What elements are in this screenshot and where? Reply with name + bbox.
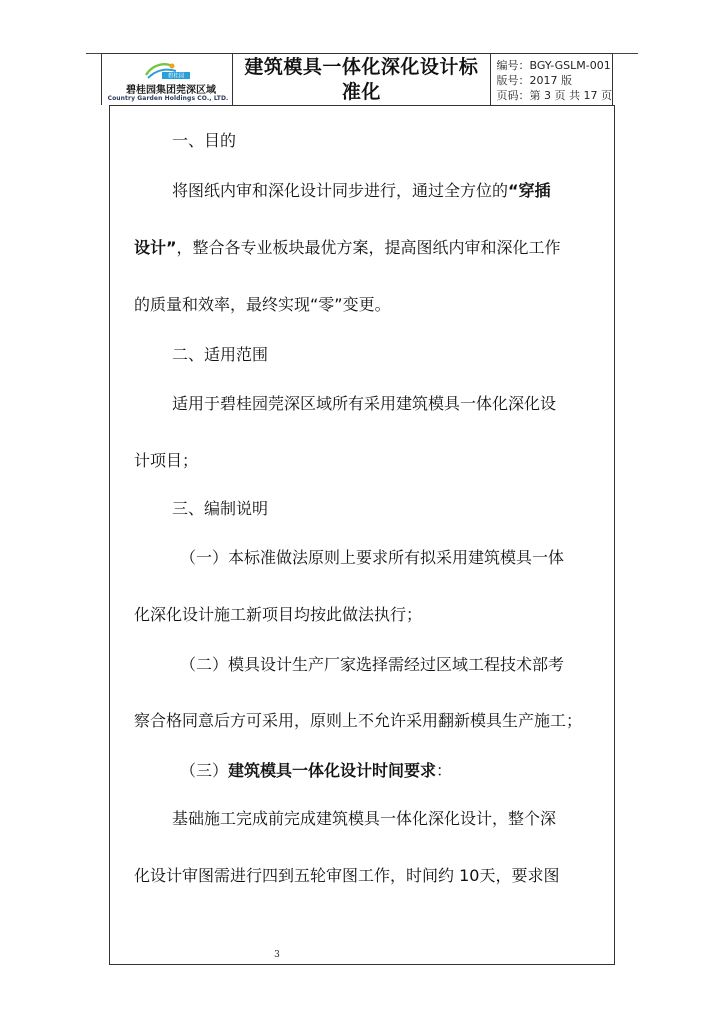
section-2-line-1: 适用于碧桂园莞深区域所有采用建筑模具一体化深化设 bbox=[172, 394, 557, 413]
section-1-emphasis-end: 设计” bbox=[134, 238, 177, 257]
section-3-item-4-line-1: 基础施工完成前完成建筑模具一体化深化设计，整个深 bbox=[172, 809, 557, 828]
logo-brand-text: 碧桂园 bbox=[167, 73, 185, 80]
section-2-line-2: 计项目； bbox=[134, 451, 199, 470]
section-3-item-2-line-1: （二）模具设计生产厂家选择需经过区域工程技术部考 bbox=[180, 655, 565, 674]
country-garden-logo-icon bbox=[142, 59, 192, 81]
section-3-item-3-number: （三） bbox=[180, 761, 229, 780]
section-3-item-3-title: 建筑模具一体化设计时间要求 bbox=[228, 761, 437, 780]
section-2-heading: 二、适用范围 bbox=[172, 345, 269, 364]
document-meta bbox=[491, 54, 612, 105]
company-name-cn: 碧桂园集团莞深区域 bbox=[126, 85, 216, 96]
section-1-heading: 一、目的 bbox=[172, 131, 237, 150]
page-frame bbox=[109, 105, 615, 965]
document-title-line1: 建筑模具一体化深化设计标 bbox=[244, 55, 479, 78]
section-1-line-1-text: 将图纸内审和深化设计同步进行，通过全方位的 bbox=[172, 181, 509, 200]
doc-number: 编号：BGY-GSLM-001 bbox=[496, 59, 611, 72]
section-3-item-2-line-2: 察合格同意后方可采用，原则上不允许采用翻新模具生产施工； bbox=[134, 711, 583, 730]
section-3-item-3-colon: ： bbox=[436, 761, 453, 780]
document-title-cell bbox=[233, 54, 490, 105]
section-1-line-1 bbox=[172, 181, 642, 201]
page-number: 3 bbox=[274, 950, 280, 960]
section-1-line-2 bbox=[134, 238, 604, 258]
section-3-item-1-line-2: 化深化设计施工新项目均按此做法执行； bbox=[134, 605, 423, 624]
company-logo bbox=[102, 54, 233, 105]
document-title bbox=[244, 55, 478, 105]
section-1-line-2-text: ，整合各专业板块最优方案，提高图纸内审和深化工作 bbox=[176, 238, 561, 257]
doc-version: 版号：2017 版 bbox=[496, 74, 573, 87]
document-header bbox=[101, 53, 613, 105]
section-1-emphasis-start: “穿插 bbox=[508, 181, 551, 200]
document-title-line2: 准化 bbox=[341, 80, 381, 103]
section-3-item-4-line-2: 化设计审图需进行四到五轮审图工作，时间约 10天，要求图 bbox=[134, 866, 560, 885]
section-3-item-3-heading bbox=[180, 761, 650, 781]
section-3-item-1-line-1: （一）本标准做法原则上要求所有拟采用建筑模具一体 bbox=[180, 548, 565, 567]
section-1-line-3: 的质量和效率，最终实现“零”变更。 bbox=[134, 295, 391, 314]
doc-page-info: 页码：第 3 页 共 17 页 bbox=[496, 89, 612, 102]
section-3-heading: 三、编制说明 bbox=[172, 499, 269, 518]
company-name-en: Country Garden Holdings CO., LTD. bbox=[107, 95, 229, 102]
